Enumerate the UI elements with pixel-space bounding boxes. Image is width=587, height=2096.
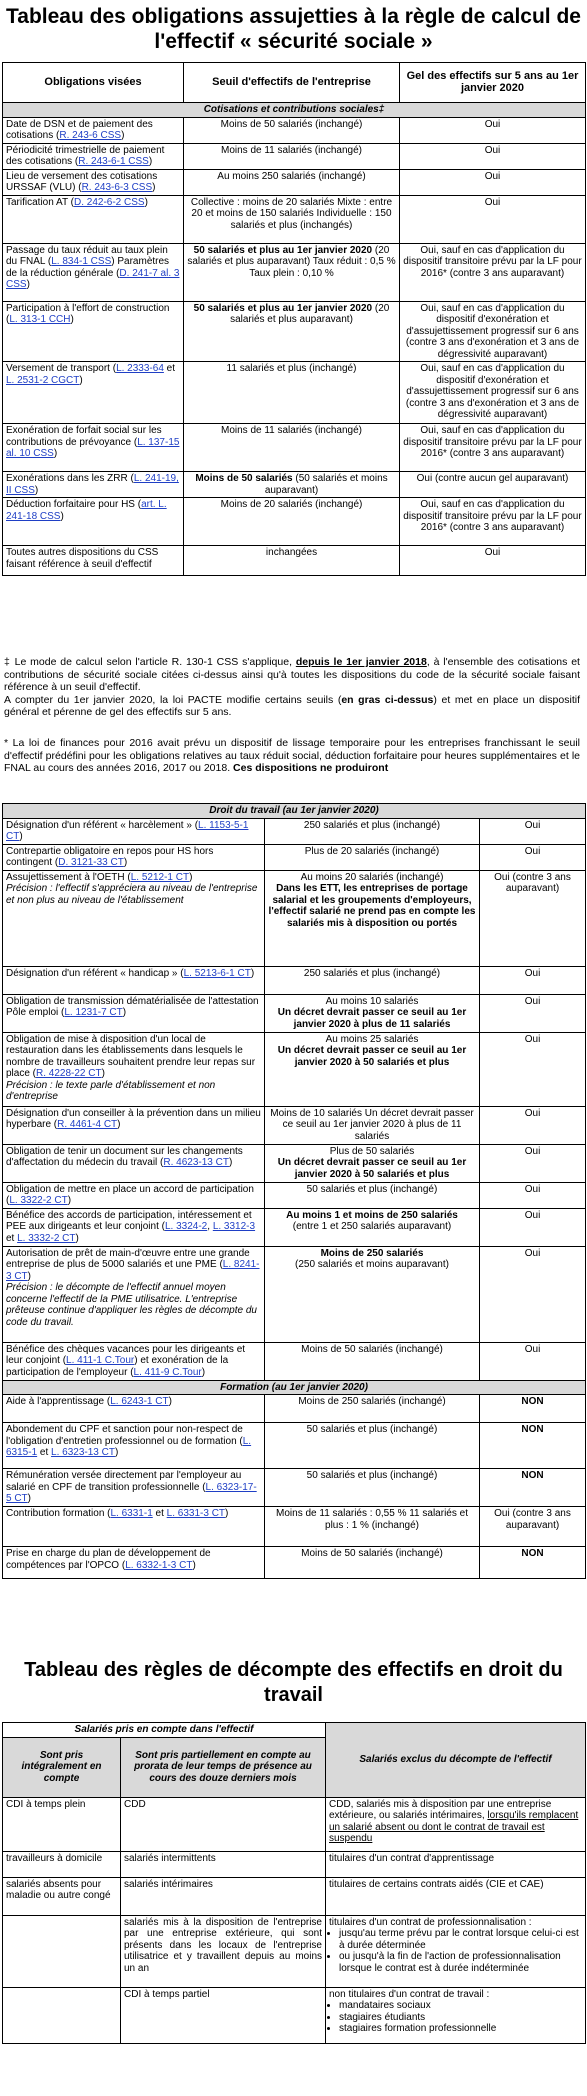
legal-ref-link[interactable]: R. 243-6-1 CSS bbox=[78, 156, 149, 167]
legal-ref-link[interactable]: L. 6331-3 CT bbox=[166, 1508, 226, 1519]
legal-ref-link[interactable]: L. 5212-1 CT bbox=[130, 871, 190, 883]
legal-ref-link[interactable]: R. 243-6-3 CSS bbox=[81, 182, 153, 193]
legal-ref-link[interactable]: D. 242-6-2 CSS bbox=[74, 196, 145, 208]
table-row: Participation à l'effort de construction (L. 313-1 CCH) 50 salariés et plus au 1er janvier 2020 (20 salariés et plus auparavant) Oui, sauf en cas d'application du dispositif d'exonération et d'assujettissement progressif sur 6 ans (contre 3 ans d'exonération et 3 ans de dégressivité auparavant) bbox=[3, 301, 586, 362]
legal-ref-link[interactable]: L. 241-19, II CSS bbox=[6, 473, 179, 496]
table-row: Versement de transport (L. 2333-64 et L. 2531-2 CGCT) 11 salariés et plus (inchangé) Oui, sauf en cas d'application du dispositif d'exonération et d'assujettissement progressif sur 6 ans (contre 3 ans d'exonération et 3 ans de dégressivité auparavant) bbox=[3, 362, 586, 424]
legal-ref-link[interactable]: L. 8241-3 CT bbox=[6, 1259, 260, 1282]
table-row: CDI à temps partiel non titulaires d'un contrat de travail : • mandataires sociaux • stagiaires étudiants • stagiaires formation professionnelle bbox=[3, 1987, 586, 2043]
header-obligations: Obligations visées bbox=[3, 63, 184, 103]
table-row: Toutes autres dispositions du CSS faisant référence à seuil d'effectif inchangées Oui bbox=[3, 546, 586, 576]
legal-ref-link[interactable]: L. 3322-2 CT bbox=[9, 1195, 68, 1206]
legal-ref-link[interactable]: L. 313-1 CCH bbox=[9, 314, 71, 325]
legal-ref-link[interactable]: R. 4623-13 CT bbox=[163, 1157, 229, 1168]
table-row: Contribution formation (L. 6331-1 et L. 6331-3 CT) Moins de 11 salariés : 0,55 % 11 salariés et plus : 1 % (inchangé) Oui (contre 3 ans auparavant) bbox=[3, 1507, 586, 1547]
footnote-calc-mode: ‡ Le mode de calcul selon l'article R. 130-1 CSS s'applique, depuis le 1er janvier 2018, à l'ensemble des cotisations et contributions de sécurité sociale citées ci-dessus ainsi qu'à toutes les dispositions du code de la sécurité sociale faisant référence à un seuil d'effectif. A compter du 1er janvier 2020, la loi PACTE modifie certains seuils (en gras ci-dessus) et met en place un dispositif général et pérenne de gel des effectifs sur 5 ans. bbox=[4, 656, 580, 718]
table-row: Obligation de transmission dématérialisée de l'attestation Pôle emploi (L. 1231-7 CT) Au moins 10 salariés Un décret devrait passer ce seuil au 1er janvier 2020 à plus de 11 salariés Oui bbox=[3, 994, 586, 1032]
table-row: Désignation d'un conseiller à la prévention dans un milieu hyperbare (R. 4461-4 CT) Moins de 10 salariés Un décret devrait passer ce seuil au 1er janvier 2020 à plus de 11 salariés Oui bbox=[3, 1106, 586, 1144]
table-row: salariés absents pour maladie ou autre congé salariés intérimaires titulaires de certains contrats aidés (CIE et CAE) bbox=[3, 1877, 586, 1915]
legal-ref-link[interactable]: L. 2333-64 bbox=[116, 363, 164, 374]
header-threshold: Seuil d'effectifs de l'entreprise bbox=[184, 63, 400, 103]
header-partially-counted: Sont pris partiellement en compte au prorata de leur temps de présence au cours des douze derniers mois bbox=[121, 1737, 326, 1797]
header-fully-counted: Sont pris intégralement en compte bbox=[3, 1737, 121, 1797]
legal-ref-link[interactable]: L. 1153-5-1 CT bbox=[6, 819, 249, 842]
section-labour-law: Droit du travail (au 1er janvier 2020) bbox=[3, 804, 586, 819]
legal-ref-link[interactable]: L. 1231-7 CT bbox=[64, 1007, 123, 1018]
table-row: Autorisation de prêt de main-d'œuvre entre une grande entreprise de plus de 5000 salariés et une PME (L. 8241-3 CT) Précision : le décompte de l'effectif annuel moyen concerne l'effectif de la PME utilisatrice. L'entreprise prêteuse continue d'appliquer les règles de décompte du code du travail. Moins de 250 salariés (250 salariés et moins auparavant) Oui bbox=[3, 1246, 586, 1342]
table-row: Prise en charge du plan de développement de compétences par l'OPCO (L. 6332-1-3 CT) Moins de 50 salariés (inchangé) NON bbox=[3, 1547, 586, 1579]
table-row: Obligation de tenir un document sur les changements d'affectation du médecin du travail (R. 4623-13 CT) Plus de 50 salariés Un décret devrait passer ce seuil au 1er janvier 2020 à 50 salariés et plus Oui bbox=[3, 1144, 586, 1182]
table-row: Exonération de forfait social sur les contributions de prévoyance (L. 137-15 al. 10 CSS) Moins de 11 salariés (inchangé) Oui, sauf en cas d'application du dispositif transitoire prévu par la LF pour 2016* (contre 3 ans auparavant) bbox=[3, 424, 586, 472]
headcount-rules-table bbox=[2, 1722, 586, 2044]
legal-ref-link[interactable]: L. 6315-1 bbox=[6, 1435, 252, 1458]
legal-ref-link[interactable]: D. 241-7 al. 3 CSS bbox=[6, 267, 180, 290]
legal-ref-link[interactable]: L. 3312-3 bbox=[212, 1221, 256, 1232]
section-title-decompte: Tableau des règles de décompte des effectifs en droit du travail bbox=[24, 1659, 563, 1706]
table-row: Déduction forfaitaire pour HS (art. L. 241-18 CSS) Moins de 20 salariés (inchangé) Oui, sauf en cas d'application du dispositif transitoire prévu par la LF pour 2016* (contre 3 ans auparavant) bbox=[3, 498, 586, 546]
legal-ref-link[interactable]: L. 834-1 CSS bbox=[51, 256, 112, 267]
section-cotisations: Cotisations et contributions sociales‡ bbox=[3, 103, 586, 118]
legal-ref-link[interactable]: art. L. 241-18 CSS bbox=[6, 499, 167, 522]
legal-ref-link[interactable]: L. 3324-2 bbox=[164, 1221, 208, 1232]
legal-ref-link[interactable]: D. 3121-33 CT bbox=[58, 857, 124, 868]
list-non-titulaires: • mandataires sociaux • stagiaires étudiants • stagiaires formation professionnelle bbox=[329, 2000, 582, 2035]
page-title: Tableau des obligations assujetties à la règle de calcul de l'effectif « sécurité sociale » bbox=[6, 5, 581, 53]
legal-ref-link[interactable]: L. 137-15 al. 10 CSS bbox=[6, 436, 180, 459]
table-row: Bénéfice des chèques vacances pour les dirigeants et leur conjoint (L. 411-1 C.Tour) et exonération de la participation de l'employeur (L. 411-9 C.Tour) Moins de 50 salariés (inchangé) Oui bbox=[3, 1342, 586, 1380]
legal-ref-link[interactable]: R. 4228-22 CT bbox=[36, 1068, 102, 1079]
table-row: Obligation de mettre en place un accord de participation (L. 3322-2 CT) 50 salariés et plus (inchangé) Oui bbox=[3, 1182, 586, 1208]
legal-ref-link[interactable]: L. 6332-1-3 CT bbox=[125, 1559, 193, 1571]
table-row: Assujettissement à l'OETH (L. 5212-1 CT) Précision : l'effectif s'appréciera au niveau de l'entreprise et non plus au niveau de l'établissement Au moins 20 salariés (inchangé) Dans les ETT, les entreprises de portage salarial et les groupements d'employeurs, l'effectif salarié ne prend pas en compte les salariés mis à disposition ou portés Oui (contre 3 ans auparavant) bbox=[3, 870, 586, 966]
legal-ref-link[interactable]: L. 6331-1 bbox=[110, 1508, 153, 1519]
legal-ref-link[interactable]: R. 243-6 CSS bbox=[59, 130, 122, 141]
legal-ref-link[interactable]: L. 2531-2 CGCT bbox=[6, 374, 80, 386]
table-row: Obligation de mise à disposition d'un local de restauration dans les établissements dans lesquels le nombre de travailleurs souhaitent prendre leur repas sur place (R. 4228-22 CT) Précision : le texte parle d'établissement et non d'entreprise Au moins 25 salariés Un décret devrait passer ce seuil au 1er janvier 2020 à 50 salariés et plus Oui bbox=[3, 1032, 586, 1106]
table-row: Date de DSN et de paiement des cotisations (R. 243-6 CSS) Moins de 50 salariés (inchangé) Oui bbox=[3, 117, 586, 143]
table-row: travailleurs à domicile salariés intermittents titulaires d'un contrat d'apprentissage bbox=[3, 1851, 586, 1877]
table-row: Lieu de versement des cotisations URSSAF (VLU) (R. 243-6-3 CSS) Au moins 250 salariés (inchangé) Oui bbox=[3, 169, 586, 195]
table-row: Périodicité trimestrielle de paiement des cotisations (R. 243-6-1 CSS) Moins de 11 salariés (inchangé) Oui bbox=[3, 143, 586, 169]
header-freeze: Gel des effectifs sur 5 ans au 1er janvier 2020 bbox=[400, 63, 586, 103]
table-row: Abondement du CPF et sanction pour non-respect de l'obligation d'entretien professionnel ou de formation (L. 6315-1 et L. 6323-13 CT) 50 salariés et plus (inchangé) NON bbox=[3, 1423, 586, 1469]
legal-ref-link[interactable]: L. 411-1 C.Tour bbox=[66, 1355, 135, 1366]
table-row: Aide à l'apprentissage (L. 6243-1 CT) Moins de 250 salariés (inchangé) NON bbox=[3, 1395, 586, 1423]
table-row: Passage du taux réduit au taux plein du FNAL (L. 834-1 CSS) Paramètres de la réduction générale (D. 241-7 al. 3 CSS) 50 salariés et plus au 1er janvier 2020 (20 salariés et plus auparavant) Taux réduit : 0,5 % Taux plein : 0,10 % Oui, sauf en cas d'application du dispositif transitoire prévu par la LF pour 2016* (contre 3 ans auparavant) bbox=[3, 243, 586, 301]
legal-ref-link[interactable]: L. 5213-6-1 CT bbox=[183, 967, 251, 979]
section-training: Formation (au 1er janvier 2020) bbox=[3, 1380, 586, 1395]
table-row: Désignation d'un référent « harcèlement » (L. 1153-5-1 CT) 250 salariés et plus (inchangé) Oui bbox=[3, 818, 586, 844]
legal-ref-link[interactable]: L. 6323-13 CT bbox=[51, 1447, 115, 1458]
labour-law-table bbox=[2, 803, 586, 1579]
header-excluded: Salariés exclus du décompte de l'effectif bbox=[326, 1723, 586, 1798]
table-row: CDI à temps plein CDD CDD, salariés mis à disposition par une entreprise extérieure, ou salariés intérimaires, lorsqu'ils remplacent un salarié absent ou dont le contrat de travail est suspendu bbox=[3, 1797, 586, 1851]
footnote-finance-law: * La loi de finances pour 2016 avait prévu un dispositif de lissage temporaire pour les entreprises franchissant le seuil d'effectif prédéfini pour les obligations relatives au taux réduit social, déduction forfaitaire pour heures supplémentaires et le FNAL au cours des années 2016, 2017 ou 2018. Ces dispositions ne produiront bbox=[4, 737, 580, 774]
legal-ref-link[interactable]: L. 6243-1 CT bbox=[110, 1396, 169, 1407]
table-row: Exonérations dans les ZRR (L. 241-19, II CSS) Moins de 50 salariés (50 salariés et moins auparavant) Oui (contre aucun gel auparavant) bbox=[3, 472, 586, 498]
table-row: Bénéfice des accords de participation, intéressement et PEE aux dirigeants et leur conjoint (L. 3324-2, L. 3312-3 et L. 3332-2 CT) Au moins 1 et moins de 250 salariés (entre 1 et 250 salariés auparavant) Oui bbox=[3, 1208, 586, 1246]
legal-ref-link[interactable]: L. 6323-17-5 CT bbox=[6, 1481, 257, 1504]
social-security-table bbox=[2, 62, 586, 576]
legal-ref-link[interactable]: L. 3332-2 CT bbox=[17, 1232, 76, 1244]
table-row: salariés mis à la disposition de l'entreprise par une entreprise extérieure, qui sont présents dans les locaux de l'entreprise utilisatrice et y travaillent depuis au moins un an titulaires d'un contrat de professionnalisation : • jusqu'au terme prévu par le contrat lorsque celui-ci est à durée déterminée • ou jusqu'à la fin de l'action de professionnalisation lorsque le contrat est à durée indéterminée bbox=[3, 1915, 586, 1987]
table-row: Contrepartie obligatoire en repos pour HS hors contingent (D. 3121-33 CT) Plus de 20 salariés (inchangé) Oui bbox=[3, 844, 586, 870]
legal-ref-link[interactable]: L. 411-9 C.Tour bbox=[133, 1366, 202, 1378]
header-counted: Salariés pris en compte dans l'effectif bbox=[3, 1723, 326, 1738]
table-row: Rémunération versée directement par l'employeur au salarié en CPF de transition professionnelle (L. 6323-17-5 CT) 50 salariés et plus (inchangé) NON bbox=[3, 1469, 586, 1507]
list-contrat-pro: • jusqu'au terme prévu par le contrat lorsque celui-ci est à durée déterminée • ou jusqu'à la fin de l'action de professionnalisation lorsque le contrat est à durée indéterminée bbox=[329, 1928, 582, 1974]
table-row: Tarification AT (D. 242-6-2 CSS) Collective : moins de 20 salariés Mixte : entre 20 et moins de 150 salariés Individuelle : 150 salariés et plus (inchangés) Oui bbox=[3, 195, 586, 243]
legal-ref-link[interactable]: R. 4461-4 CT bbox=[57, 1119, 118, 1130]
table-row: Désignation d'un référent « handicap » (L. 5213-6-1 CT) 250 salariés et plus (inchangé) Oui bbox=[3, 966, 586, 994]
